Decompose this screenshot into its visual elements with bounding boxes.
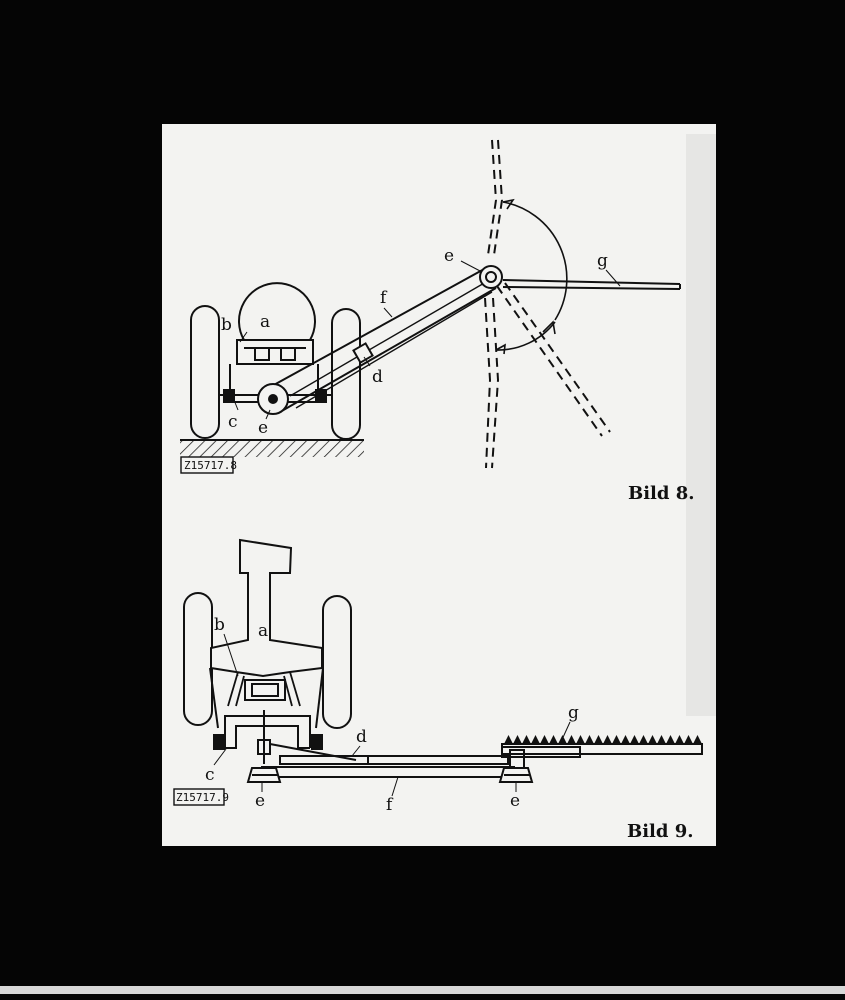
fig9-bolt-right [312, 735, 322, 749]
label-8-e-bottom: e [258, 418, 269, 438]
label-9-b: b [214, 615, 225, 635]
label-8-g: g [597, 251, 608, 271]
label-9-e-right: e [510, 791, 521, 811]
label-9-f: f [386, 795, 393, 815]
fig9-bolt-left [214, 735, 224, 749]
label-8-c: c [228, 412, 238, 432]
figure-9-caption: Bild 9. [627, 821, 694, 842]
label-8-a: a [260, 312, 271, 332]
figure-9-code: Z15717.9 [176, 791, 229, 804]
label-8-f: f [380, 288, 387, 308]
label-8-e-top: e [444, 246, 455, 266]
figure-8-caption: Bild 8. [628, 483, 695, 504]
figure-8-code: Z15717.8 [184, 459, 237, 472]
ground-hatch [180, 441, 364, 457]
lower-pulley-hub [269, 395, 277, 403]
label-9-d: d [356, 727, 367, 747]
upper-pulley-e [480, 266, 502, 288]
paper-edge-shadow [686, 134, 716, 716]
label-8-b: b [221, 315, 232, 335]
label-9-c: c [205, 765, 215, 785]
slide-bottom-edge [0, 986, 845, 994]
label-9-g: g [568, 703, 579, 723]
label-9-a: a [258, 621, 269, 641]
bolt-left [224, 390, 234, 402]
label-9-e-left: e [255, 791, 266, 811]
label-8-d: d [372, 367, 383, 387]
